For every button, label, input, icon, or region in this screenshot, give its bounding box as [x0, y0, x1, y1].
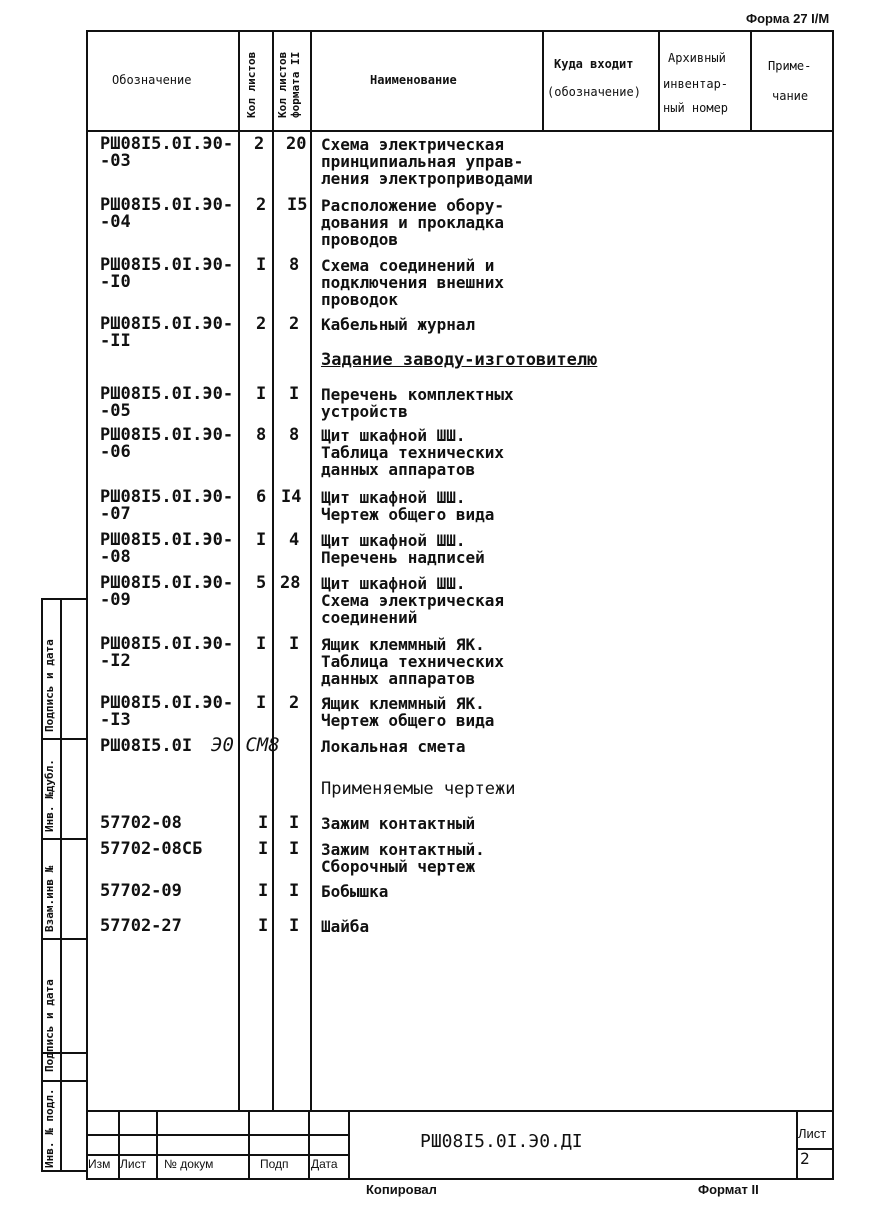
header-name: Наименование	[370, 73, 457, 87]
header-archive-3: ный номер	[663, 101, 729, 115]
row-format: I	[289, 916, 300, 936]
row-code-suffix: -04	[100, 212, 131, 232]
row-code-suffix: -07	[100, 504, 131, 524]
row-code: РШ08I5.0I.Э0-	[100, 634, 234, 654]
row-format: I	[289, 384, 300, 404]
row-code: РШ08I5.0I.Э0-	[100, 314, 234, 334]
col-line-5	[658, 30, 660, 130]
row-code: 57702-27	[100, 916, 182, 936]
header-archive-1: Архивный	[668, 51, 726, 65]
row-sheets: I	[256, 693, 267, 713]
form-label: Форма 27 I/М	[746, 11, 830, 26]
side-label-inv-dubl: Инв. №дубл.	[43, 759, 56, 832]
row-code-suffix: -05	[100, 401, 131, 421]
row-format: 20	[286, 134, 307, 154]
col-line-3	[310, 30, 312, 1110]
tb-izm: Изм	[88, 1157, 111, 1171]
row-name: Схема соединений и подключения внешних проводок	[321, 256, 505, 309]
row-format: 2	[289, 314, 300, 334]
row-format: I5	[287, 195, 308, 215]
row-name: Щит шкафной ШШ. Таблица технических данных аппаратов	[321, 426, 505, 479]
col-line-6	[750, 30, 752, 130]
row-name: Шайба	[321, 917, 370, 936]
tb-list: Лист	[120, 1157, 147, 1171]
row-format: I	[289, 881, 300, 901]
row-code: РШ08I5.0I.Э0-	[100, 195, 234, 215]
row-code-suffix: -I0	[100, 272, 131, 292]
row-code: РШ08I5.0I.Э0-	[100, 693, 234, 713]
tb-date: Дата	[311, 1157, 338, 1171]
row-code: РШ08I5.0I.Э0-	[100, 384, 234, 404]
row-name: Щит шкафной ШШ. Схема электрическая соединений	[321, 574, 505, 627]
row-sheets: 2	[256, 195, 267, 215]
row-code-suffix: -06	[100, 442, 131, 462]
row-name: Щит шкафной ШШ. Чертеж общего вида	[321, 488, 495, 524]
row-sheets: I	[256, 384, 267, 404]
row-code-suffix: -I3	[100, 710, 131, 730]
row-code-suffix: -09	[100, 590, 131, 610]
row-format: 8	[289, 425, 300, 445]
col-line-1	[238, 30, 240, 1110]
section-title-applied: Применяемые чертежи	[321, 779, 516, 799]
row-sheets: 8	[256, 425, 267, 445]
row-sheets: 5	[256, 573, 267, 593]
row-sheets: I	[256, 530, 267, 550]
row-sheets: I	[258, 839, 269, 859]
row-format: I	[289, 813, 300, 833]
header-note-1: Приме-	[768, 59, 812, 73]
row-name: Перечень комплектных устройств	[321, 385, 514, 421]
row-code: РШ08I5.0I.Э0-	[100, 487, 234, 507]
row-name: Щит шкафной ШШ. Перечень надписей	[321, 531, 485, 567]
row-code: РШ08I5.0I	[100, 736, 193, 756]
row-sheets: I	[256, 255, 267, 275]
row-code: РШ08I5.0I.Э0-	[100, 530, 234, 550]
header-sheets-count: Кол листов	[245, 51, 258, 118]
row-format: I	[289, 839, 300, 859]
tb-podp: Подп	[260, 1157, 289, 1171]
header-archive-2: инвентар-	[663, 77, 729, 91]
side-label-sign-date-bottom: Подпись и дата	[43, 979, 56, 1072]
tb-doc-code: РШ08I5.0I.Э0.ДI	[420, 1131, 583, 1152]
row-name: Расположение обору- дования и прокладка проводов	[321, 196, 505, 249]
footer-format: Формат II	[698, 1182, 759, 1197]
col-line-2	[272, 30, 274, 1110]
row-code-suffix: -03	[100, 151, 131, 171]
row-name: Локальная смета	[321, 737, 466, 756]
row-sheets: 2	[254, 134, 265, 154]
row-sheets: 2	[256, 314, 267, 334]
header-note-2: чание	[772, 89, 809, 103]
row-code: РШ08I5.0I.Э0-	[100, 573, 234, 593]
section-title-task: Задание заводу-изготовителю	[321, 350, 598, 370]
row-code-suffix: -II	[100, 331, 131, 351]
row-name: Бобышка	[321, 882, 389, 901]
side-label-inv-podl: Инв. № подл.	[43, 1088, 56, 1168]
row-sheets: I	[256, 634, 267, 654]
col-line-4	[542, 30, 544, 130]
tb-doc-no: № докум	[164, 1157, 214, 1171]
header-sheets-format: Кол листов формата II	[276, 51, 302, 118]
row-format: 28	[280, 573, 301, 593]
row-code: РШ08I5.0I.Э0-	[100, 425, 234, 445]
header-where-used: Куда входит	[554, 57, 634, 71]
row-code: 57702-08	[100, 813, 182, 833]
row-sheets: 6	[256, 487, 267, 507]
row-sheets: I	[258, 881, 269, 901]
row-name: Ящик клеммный ЯК. Чертеж общего вида	[321, 694, 495, 730]
row-format: I4	[281, 487, 302, 507]
handwritten-code-suffix: Э0 СМ8	[211, 734, 280, 756]
tb-sheet-no: 2	[800, 1149, 810, 1168]
row-sheets: I	[258, 916, 269, 936]
header-divider	[86, 130, 834, 132]
row-code: 57702-09	[100, 881, 182, 901]
row-name: Ящик клеммный ЯК. Таблица технических данных аппаратов	[321, 635, 505, 688]
header-where-used-2: (обозначение)	[547, 85, 641, 99]
row-format: 4	[289, 530, 300, 550]
side-label-vzam-inv: Взам.инв №	[43, 865, 56, 932]
row-name: Схема электрическая принципиальная управ- ления электроприводами	[321, 135, 533, 188]
row-format: 2	[289, 693, 300, 713]
row-code-suffix: -08	[100, 547, 131, 567]
row-code: РШ08I5.0I.Э0-	[100, 134, 234, 154]
header-designation: Обозначение	[112, 73, 192, 87]
row-code: 57702-08СБ	[100, 839, 203, 859]
tb-sheet-label: Лист	[798, 1126, 827, 1141]
row-sheets: I	[258, 813, 269, 833]
row-code: РШ08I5.0I.Э0-	[100, 255, 234, 275]
footer-copied: Копировал	[366, 1182, 437, 1197]
row-format: I	[289, 634, 300, 654]
row-format: 8	[289, 255, 300, 275]
row-code-suffix: -I2	[100, 651, 131, 671]
row-name: Зажим контактный. Сборочный чертеж	[321, 840, 485, 876]
row-name: Кабельный журнал	[321, 315, 476, 334]
row-name: Зажим контактный	[321, 814, 476, 833]
side-label-sign-date-top: Подпись и дата	[43, 639, 56, 732]
